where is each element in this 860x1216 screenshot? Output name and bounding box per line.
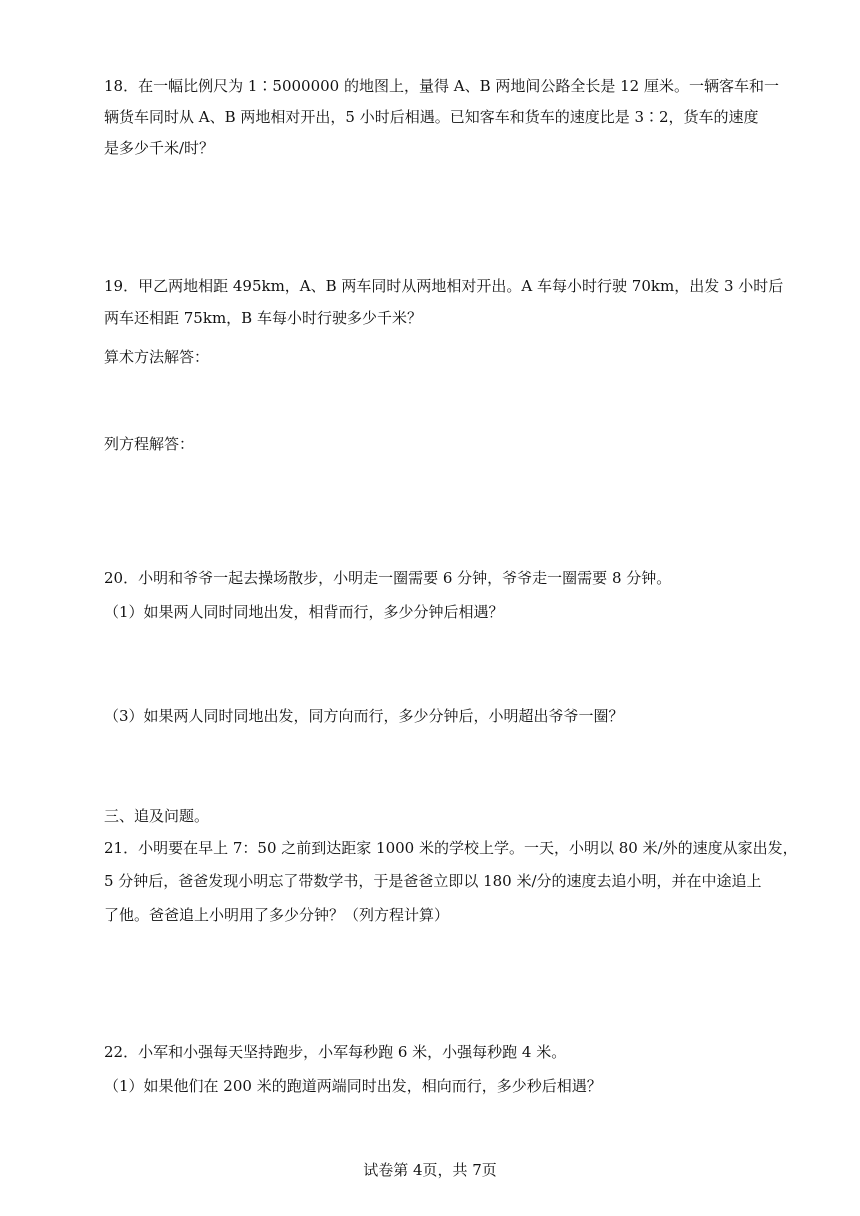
q18-line-3: 是多少千米/时？ xyxy=(104,139,215,157)
q22-part-1: （1）如果他们在 200 米的跑道两端同时出发，相向而行，多少秒后相遇？ xyxy=(104,1077,602,1095)
q19-line-2: 两车还相距 75km，B 车每小时行驶多少千米？ xyxy=(104,309,422,327)
q20-line-1: 20．小明和爷爷一起去操场散步，小明走一圈需要 6 分钟，爷爷走一圈需要 8 分钟。 xyxy=(104,569,672,587)
q18-line-1: 18．在一幅比例尺为 1∶5000000 的地图上，量得 A、B 两地间公路全长是 12 厘米。一辆客车和一 xyxy=(104,77,779,95)
q21-line-1: 21．小明要在早上 7：50 之前到达距家 1000 米的学校上学。一天，小明以 80 米/外的速度从家出发， xyxy=(104,839,798,857)
section-3-heading: 三、追及问题。 xyxy=(104,807,210,825)
q22-line-1: 22．小军和小强每天坚持跑步，小军每秒跑 6 米，小强每秒跑 4 米。 xyxy=(104,1043,567,1061)
q19-method-arithmetic: 算术方法解答： xyxy=(104,348,210,366)
q20-part-1: （1）如果两人同时同地出发，相背而行，多少分钟后相遇？ xyxy=(104,603,504,621)
q21-line-2: 5 分钟后，爸爸发现小明忘了带数学书，于是爸爸立即以 180 米/分的速度去追小明，并在中途追上 xyxy=(104,872,762,890)
page-footer: 试卷第 4页，共 7页 xyxy=(363,1161,497,1179)
q19-method-equation: 列方程解答： xyxy=(104,435,195,453)
q19-line-1: 19．甲乙两地相距 495km，A、B 两车同时从两地相对开出。A 车每小时行驶 70km，出发 3 小时后 xyxy=(104,277,784,295)
q18-line-2: 辆货车同时从 A、B 两地相对开出，5 小时后相遇。已知客车和货车的速度比是 3∶2，货车的速度 xyxy=(104,108,759,126)
q20-part-3: （3）如果两人同时同地出发，同方向而行，多少分钟后，小明超出爷爷一圈？ xyxy=(104,707,624,725)
q21-line-3: 了他。爸爸追上小明用了多少分钟？（列方程计算） xyxy=(104,906,450,924)
